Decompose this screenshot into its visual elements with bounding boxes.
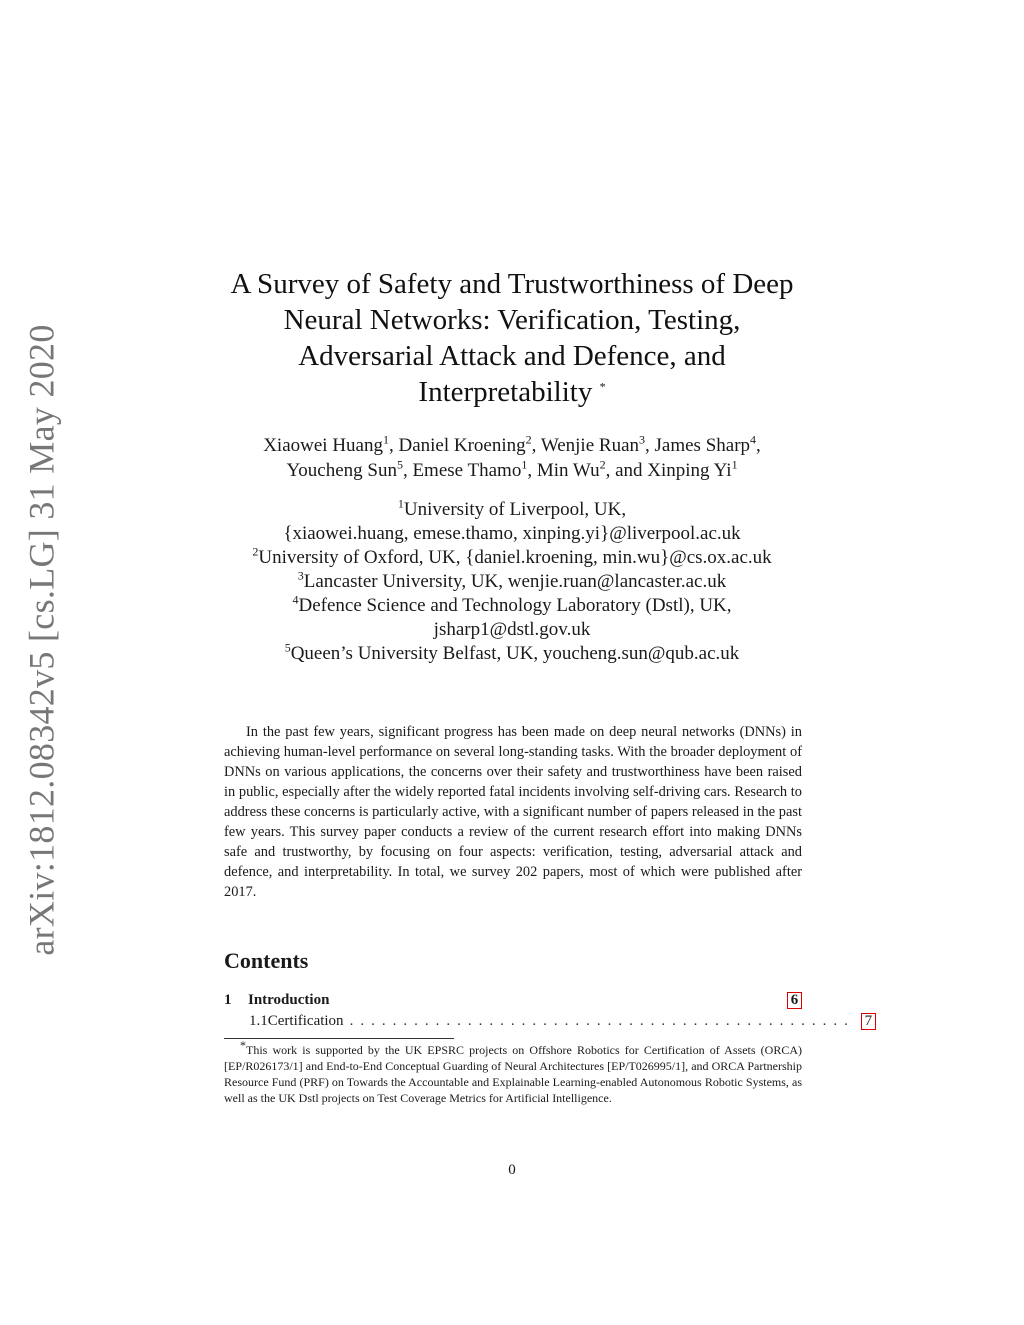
author-name: Wenjie Ruan: [540, 435, 640, 456]
author-affil-mark: 2: [525, 432, 532, 447]
page-number: 0: [508, 1162, 516, 1178]
author-affil-mark: 4: [750, 432, 757, 447]
affiliation-line: {xiaowei.huang, emese.thamo, xinping.yi}@liverpool.ac.uk: [283, 523, 741, 544]
author-name: Youcheng Sun: [286, 460, 397, 481]
toc-number: 1: [224, 992, 232, 1008]
toc-page-link[interactable]: 6: [787, 992, 802, 1009]
author-name: James Sharp: [654, 435, 751, 456]
author-affil-mark: 2: [599, 457, 606, 472]
footnote-rule: [224, 1038, 454, 1039]
footnote-text: This work is supported by the UK EPSRC projects on Offshore Robotics for Certification of Assets (ORCA) [EP/R026173/1] and End-to-End Conceptual Guarding of Neural Architectures [EP/T026995/1], and ORCA Partnership Resource Fund (PRF) on Towards the Accountable and Explainable Learning-enabled Autonomous Robotic Systems, as well as the UK Dstl projects on Test Coverage Metrics for Artificial Intelligence.: [224, 1043, 802, 1105]
toc-entry[interactable]: [224, 992, 802, 1013]
title-line: Neural Networks: Verification, Testing,: [283, 304, 741, 336]
author-line: Xiaowei Huang$^1$, Daniel Kroening$^2$, Wenjie Ruan$^3$, James Sharp$^4$,: [263, 432, 761, 456]
author-name: Xiaowei Huang: [263, 435, 383, 456]
affiliation-line: jsharp1@dstl.gov.uk: [433, 619, 591, 640]
author-affil-mark: 1: [382, 432, 389, 447]
toc-page-link[interactable]: 7: [861, 1013, 876, 1030]
title-line-text: Interpretability: [418, 376, 593, 408]
toc-leader: ...............................................: [349, 1013, 855, 1029]
footnote-mark: *: [240, 1038, 246, 1052]
arxiv-side-stamp: [18, 324, 66, 956]
author-name: Min Wu: [536, 460, 600, 481]
paper-title: [160, 266, 864, 410]
affiliation-line: $^3$Lancaster University, UK, wenjie.ruan@lancaster.ac.uk: [297, 568, 727, 592]
abstract: In the past few years, significant progress has been made on deep neural networks (DNNs) in achieving human-level performance on several long-standing tasks. With the broader deployment of DNNs on various applications, the concerns over their safety and trustworthiness have been raised in public, especially after the widely reported fatal incidents involving self-driving cars. Research to address these concerns is particularly active, with a significant number of papers released in the past few years. This survey paper conducts a review of the current research effort into making DNNs safe and trustworthy, by focusing on four aspects: verification, testing, adversarial attack and defence, and interpretability. In total, we survey 202 papers, most of which were published after 2017.: [224, 724, 802, 900]
title-footnote-mark: *: [599, 379, 606, 394]
contents-heading: Contents: [224, 948, 309, 973]
author-list: [160, 433, 864, 483]
toc-label: Introduction: [248, 992, 330, 1008]
author-name: Xinping Yi: [647, 460, 732, 481]
author-name: Daniel Kroening: [398, 435, 526, 456]
title-line: [160, 374, 864, 410]
affiliation-line: $^4$Defence Science and Technology Laboratory (Dstl), UK,: [292, 592, 732, 616]
title-line: Adversarial Attack and Defence, and: [298, 340, 726, 372]
author-affil-mark: 1: [521, 457, 528, 472]
affiliation-line: $^5$Queen’s University Belfast, UK, youcheng.sun@qub.ac.uk: [284, 640, 740, 664]
author-name: Emese Thamo: [412, 460, 522, 481]
affiliation-line: $^2$University of Oxford, UK, {daniel.kroening, min.wu}@cs.ox.ac.uk: [252, 544, 772, 568]
author-affil-mark: 3: [639, 432, 646, 447]
author-affil-mark: 5: [396, 457, 403, 472]
toc-number: 1.1: [249, 1013, 268, 1029]
arxiv-id-text: arXiv:1812.08342v5 [cs.LG] 31 May 2020: [22, 324, 62, 956]
table-of-contents: [224, 992, 873, 1034]
footnote: [224, 1038, 802, 1106]
author-line: Youcheng Sun$^5$, Emese Thamo$^1$, Min Wu$^2$, and Xinping Yi$^1$: [286, 457, 738, 481]
title-line: A Survey of Safety and Trustworthiness of Deep: [230, 268, 794, 300]
affiliation-list: [160, 498, 864, 666]
affiliation-line: $^1$University of Liverpool, UK,: [397, 496, 627, 520]
toc-label: Certification: [267, 1013, 344, 1029]
author-affil-mark: 1: [731, 457, 738, 472]
toc-entry[interactable]: [224, 1013, 873, 1034]
